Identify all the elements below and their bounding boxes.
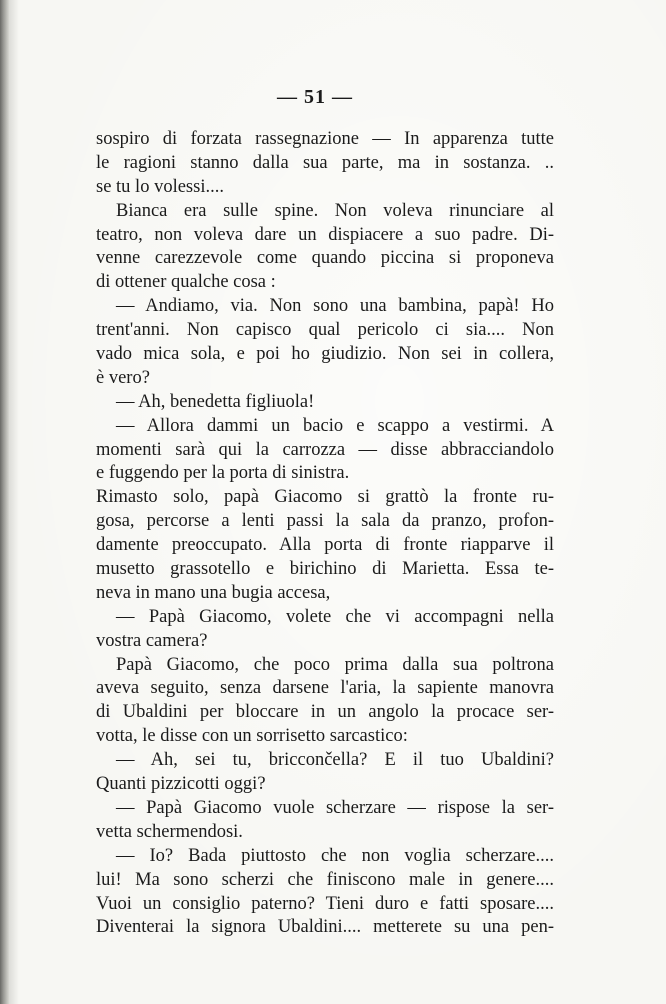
text-line: Papà Giacomo, che poco prima dalla sua poltrona	[116, 654, 554, 675]
text-line: — Ah, sei tu, briccončella? E il tuo Ubaldini?	[116, 750, 554, 771]
text-line: è vero?	[96, 367, 150, 388]
text-line: e fuggendo per la porta di sinistra.	[96, 463, 350, 484]
text-line: — Papà Giacomo vuole scherzare — rispose la ser-	[116, 797, 554, 818]
text-line: teatro, non voleva dare un dispiacere a suo padre. Di-	[96, 224, 554, 245]
text-line: di Ubaldini per bloccare in un angolo la procace ser-	[96, 702, 554, 723]
text-line: — Papà Giacomo, volete che vi accompagni nella	[116, 606, 554, 627]
text-line: Quanti pizzicotti oggi?	[96, 774, 266, 795]
text-line: Rimasto solo, papà Giacomo si grattò la fronte ru-	[96, 487, 554, 508]
text-line: Bianca era sulle spine. Non voleva rinunciare al	[116, 200, 554, 221]
text-line: — Ah, benedetta figliuola!	[116, 391, 315, 412]
text-line: venne carezzevole come quando piccina si proponeva	[96, 248, 554, 269]
text-line: Diventerai la signora Ubaldini.... metterete su una pen-	[96, 917, 554, 938]
page-number: — 51 —	[277, 86, 353, 108]
text-line: momenti sarà qui la carrozza — disse abbracciandolo	[96, 439, 554, 460]
text-line: Vuoi un consiglio paterno? Tieni duro e fatti sposare....	[96, 893, 554, 914]
text-line: di ottener qualche cosa :	[96, 272, 276, 293]
text-line: — Io? Bada piuttosto che non voglia scherzare....	[116, 845, 554, 866]
text-line: musetto grassotello e birichino di Marietta. Essa te-	[96, 559, 554, 580]
text-line: votta, le disse con un sorrisetto sarcastico:	[96, 726, 408, 747]
page-binding-edge	[0, 0, 9, 1004]
text-line: — Allora dammi un bacio e scappo a vestirmi. A	[116, 415, 554, 436]
text-line: vetta schermendosi.	[96, 821, 243, 842]
text-line: se tu lo volessi....	[96, 176, 224, 197]
text-line: neva in mano una bugia accesa,	[96, 582, 331, 603]
text-line: — Andiamo, via. Non sono una bambina, papà! Ho	[116, 296, 554, 317]
text-line: vado mica sola, e poi ho giudizio. Non sei in collera,	[96, 344, 554, 365]
text-line: vostra camera?	[96, 630, 208, 651]
text-line: aveva seguito, senza darsene l'aria, la sapiente manovra	[96, 678, 554, 699]
text-line: damente preoccupato. Alla porta di fronte riapparve il	[96, 535, 554, 556]
text-line: trent'anni. Non capisco qual pericolo ci sia.... Non	[96, 320, 554, 341]
text-line: gosa, percorse a lenti passi la sala da pranzo, profon-	[96, 511, 554, 532]
text-line: sospiro di forzata rassegnazione — In apparenza tutte	[96, 129, 554, 149]
text-line: le ragioni stanno dalla sua parte, ma in sostanza. ..	[96, 152, 554, 173]
body-text	[96, 128, 554, 940]
page-binding-shadow	[9, 0, 19, 1004]
text-line: lui! Ma sono scherzi che finiscono male in genere....	[96, 869, 554, 890]
